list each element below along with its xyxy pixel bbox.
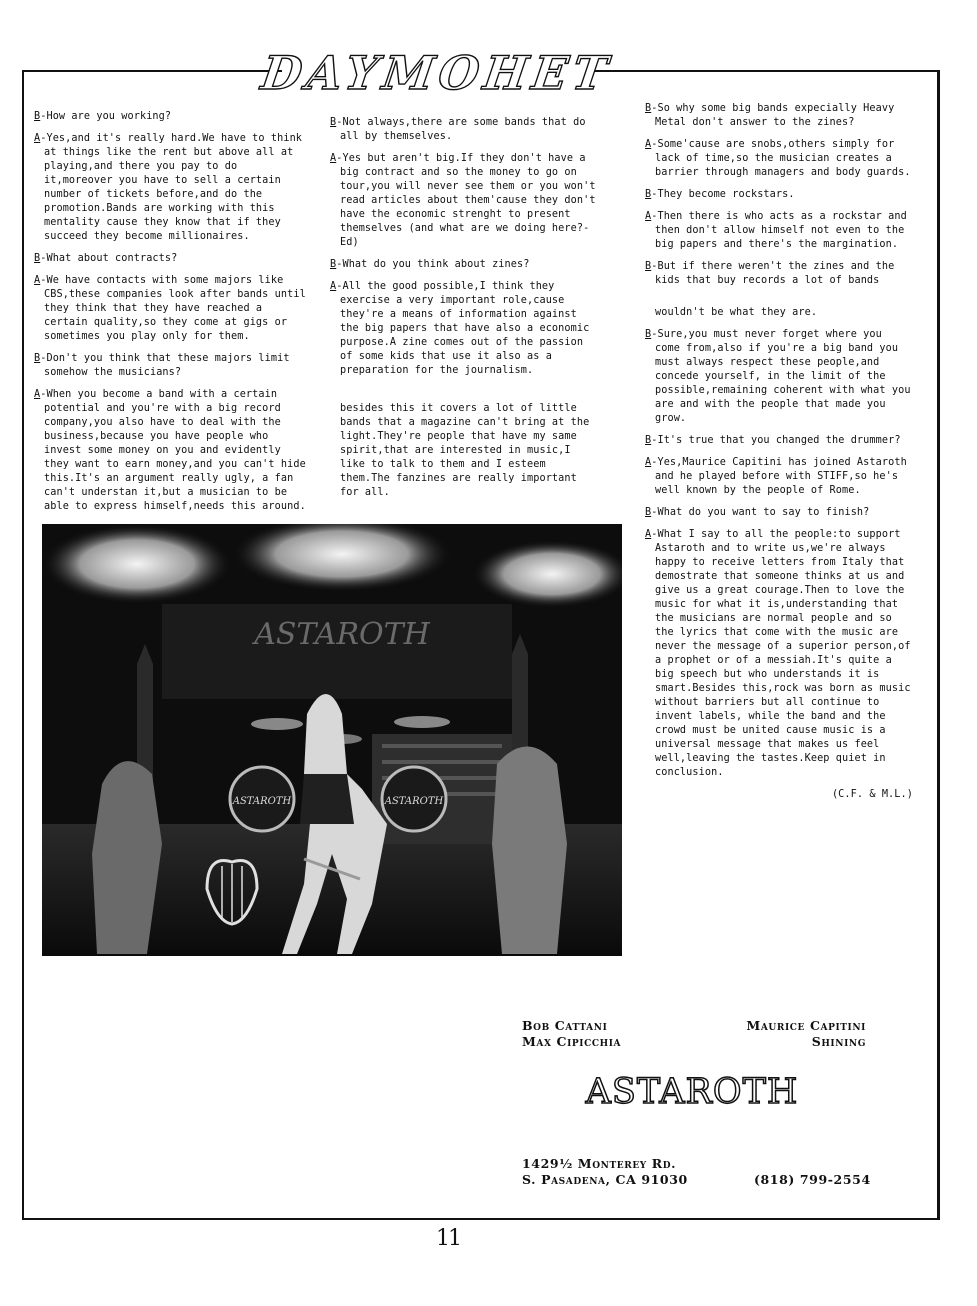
question: B-Don't you think that these majors limit somehow the musicians?: [34, 353, 290, 378]
masthead: [258, 42, 616, 104]
band-members-right: [724, 1018, 866, 1050]
answer: A-When you become a band with a certain potential and you're with a big record company,you also have to deal with the business,because you have people who invest some money on you and evidently they want to earn money,and you can't hide this.It's an argument really ugly, a fan can't understan it,but a musician to be able to express himself,needs this around.: [34, 389, 306, 512]
member-name: Shining: [811, 1034, 866, 1049]
question: B-How are you working?: [34, 111, 172, 122]
contact-phone: (818) 799-2554: [754, 1172, 871, 1187]
stage-banner: ASTAROTH: [254, 617, 430, 652]
address-line: 1429½ Monterey Rd.: [522, 1156, 677, 1171]
answer: A-We have contacts with some majors like CBS,these companies look after bands until they think that they have reached a certain quality,so they come at gigs or sometimes you play only for them.: [34, 275, 306, 342]
question: B-But if there weren't the zines and the kids that buy records a lot of bands: [645, 261, 895, 286]
question: B-What do you want to say to finish?: [645, 507, 870, 518]
address-line: S. Pasadena, CA 91030: [522, 1172, 688, 1187]
answer: A-Yes,Maurice Capitini has joined Astaroth and he played before with STIFF,so he's well known by the people of Rome.: [645, 457, 907, 496]
answer: A-Some'cause are snobs,others simply for lack of time,so the musician creates a barrier through managers and body guards.: [645, 139, 911, 178]
question: B-What about contracts?: [34, 253, 178, 264]
answer: A-What I say to all the people:to support Astaroth and to write us,we're always happy to receive letters from Italy that demostrate that someone thinks at us and give us a great courage.Then to love the music for what it is,understanding that the musicians are normal people and so the lyrics that come with the music are never the message of a superior person,of a prophet or of a messiah.It's quite a big speech but who understands it is smart.Besides this,rock was born as music without barriers but all continue to invent labels, while the band and the crowd must be united cause music is a universal message that makes us feel well,leaving the tastes.Keep quiet in conclusion.: [645, 529, 911, 778]
drum-logo-right: ASTAROTH: [384, 796, 444, 807]
question: B-So why some big bands expecially Heavy Metal don't answer to the zines?: [645, 103, 895, 128]
answer: A-Then there is who acts as a rockstar and then don't allow himself not even to the big papers and there's the margination.: [645, 211, 907, 250]
question: B-Not always,there are some bands that do all by themselves.: [330, 117, 586, 142]
answer: A-Yes,and it's really hard.We have to think at things like the rent but above all at playing,and there you pay to do it,moreover you have to sell a certain number of tickets before,and do the promotion.Bands are working with this mentality cause they know that if they succeed they become millionaires.: [34, 133, 303, 242]
interview-column-1: [34, 110, 306, 522]
answer: A-Yes but aren't big.If they don't have a big contract and so the money to go on tour,you will never see them or you won't read articles about them'cause they don't have the economic strenght to present themselves (and what are we doing here?-Ed): [330, 153, 596, 248]
interview-column-3: [645, 102, 913, 810]
answer-continued: besides this it covers a lot of little bands that a magazine can't bring at the light.They're people that have my same spirit,that are interested in music,I like to talk to them and I esteem them.The fanzines are really important for all.: [340, 403, 590, 498]
question: B-What do you think about zines?: [330, 259, 530, 270]
author-credit: (C.F. & M.L.): [831, 789, 913, 800]
question: B-They become rockstars.: [645, 189, 795, 200]
question: B-It's true that you changed the drummer?: [645, 435, 901, 446]
drum-logo-left: ASTAROTH: [232, 796, 292, 807]
answer: A-All the good possible,I think they exercise a very important role,cause they're a means of information against the big papers that have also a economic purpose.A zine comes out of the passion of some kids that use it also as a preparation for the journalism.: [330, 281, 590, 376]
page-number: 11: [436, 1226, 460, 1251]
answer-continued: wouldn't be what they are.: [655, 307, 818, 318]
contact-address: [522, 1156, 688, 1188]
band-live-photo: [42, 524, 622, 956]
member-name: Maurice Capitini: [746, 1018, 866, 1033]
member-name: Max Cipicchia: [522, 1034, 622, 1049]
band-logo: ASTAROTH: [585, 1072, 799, 1112]
interview-column-2: [330, 116, 600, 508]
band-members-left: [522, 1018, 621, 1050]
masthead-title: DAYMOHET: [258, 46, 616, 100]
answer: B-Sure,you must never forget where you come from,also if you're a big band you must always respect these people,and concede yourself, in the limit of the possible,remaining coherent with what you are and with the people that made you grow.: [645, 329, 911, 424]
member-name: Bob Cattani: [522, 1018, 608, 1033]
